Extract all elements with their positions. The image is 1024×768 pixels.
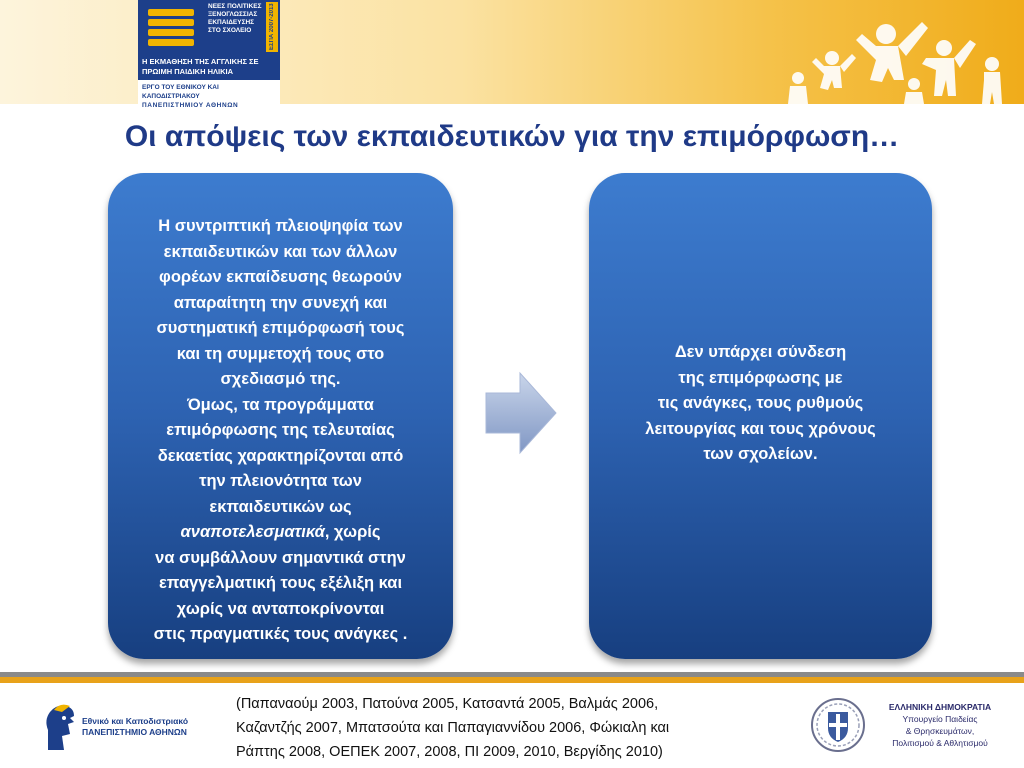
government-logo: [810, 696, 1010, 756]
children-silhouette-icon: [700, 0, 1024, 104]
athena-logo-icon: [40, 700, 78, 752]
left-box-line: εκπαιδευτικών ως: [209, 497, 352, 516]
left-box-line: και τη συμμετοχή τους στο: [176, 344, 385, 363]
gov-line: Υπουργείο Παιδείας: [902, 714, 978, 724]
citation-text: [236, 692, 776, 764]
left-box-line: την πλειονότητα των: [199, 472, 362, 490]
university-line: Εθνικό και Καποδιστριακό: [82, 716, 189, 726]
left-box-line: Όμως, τα προγράμματα: [187, 395, 374, 414]
header-banner: [0, 0, 1024, 109]
logo-mid-line: ΠΡΩΙΜΗ ΠΑΙΔΙΚΗ ΗΛΙΚΙΑ: [142, 67, 233, 76]
espa-badge: [266, 2, 278, 52]
left-box-line: επιμόρφωσης της τελευταίας: [166, 421, 395, 439]
citation-line: (Παπαναούμ 2003, Πατούνα 2005, Κατσαντά 2005, Βαλμάς 2006,: [236, 696, 659, 712]
emphasis-word: αναποτελεσματικά: [180, 523, 325, 541]
project-logo: [138, 0, 280, 109]
left-box-line: απαραίτητη την συνεχή και: [173, 293, 388, 312]
left-text-box: [108, 173, 453, 659]
right-box-line: λειτουργίας και τους χρόνους: [645, 419, 876, 438]
right-box-text: [645, 340, 875, 468]
project-emblem-icon: [138, 0, 204, 54]
logo-side-line: ΝΕΕΣ ΠΟΛΙΤΙΚΕΣ: [208, 3, 262, 10]
logo-side-line: ΞΕΝΟΓΛΩΣΣΙΑΣ: [208, 11, 258, 18]
emphasis-suffix: , χωρίς: [324, 523, 381, 541]
logo-bottom-line: ΕΡΓΟ ΤΟΥ ΕΘΝΙΚΟΥ ΚΑΙ ΚΑΠΟΔΙΣΤΡΙΑΚΟΥ: [142, 84, 219, 100]
right-box-line: της επιμόρφωσης με: [678, 368, 843, 387]
logo-side-line: ΣΤΟ ΣΧΟΛΕΙΟ: [208, 27, 252, 34]
university-name: [82, 716, 188, 738]
logo-university-text: [138, 80, 280, 109]
logo-side-text: [204, 0, 280, 54]
logo-side-line: ΕΚΠΑΙΔΕΥΣΗΣ: [208, 19, 255, 26]
left-box-line: σχεδιασμό της.: [220, 370, 341, 388]
left-box-line-emphasis: [108, 520, 453, 546]
left-box-line: εκπαιδευτικών και των άλλων: [163, 242, 398, 261]
left-box-line: Η συντριπτική πλειοψηφία των: [158, 217, 403, 235]
greek-emblem-icon: [810, 696, 866, 754]
citation-line: Καζαντζής 2007, Μπατσούτα και Παπαγιαννίδου 2006, Φώκιαλη και: [236, 720, 670, 736]
right-box-line: των σχολείων.: [703, 445, 818, 464]
left-box-line: χωρίς να ανταποκρίνονται: [176, 599, 385, 618]
logo-bottom-line: ΠΑΝΕΠΙΣΤΗΜΙΟΥ ΑΘΗΝΩΝ: [142, 102, 239, 109]
university-logo: [40, 700, 220, 752]
slide-title: Οι απόψεις των εκπαιδευτικών για την επιμόρφωση…: [124, 120, 900, 153]
university-line: ΠΑΝΕΠΙΣΤΗΜΙΟ ΑΘΗΝΩΝ: [82, 727, 187, 737]
gov-line: & Θρησκευμάτων,: [905, 726, 975, 736]
right-box-line: τις ανάγκες, τους ρυθμούς: [657, 394, 864, 413]
gov-line: Πολιτισμού & Αθλητισμού: [892, 738, 988, 748]
left-box-line: συστηματική επιμόρφωσή τους: [156, 319, 405, 337]
left-box-line: δεκαετίας χαρακτηρίζονται από: [157, 446, 404, 465]
logo-project-title: [138, 54, 280, 80]
right-text-box: [589, 173, 932, 659]
left-box-line: στις πραγματικές τους ανάγκες .: [153, 625, 408, 643]
right-box-line: Δεν υπάρχει σύνδεση: [674, 343, 847, 362]
footer-divider-orange: [0, 677, 1024, 683]
left-box-line: να συμβάλλουν σημαντικά στην: [155, 548, 406, 567]
gov-line: ΕΛΛΗΝΙΚΗ ΔΗΜΟΚΡΑΤΙΑ: [888, 702, 992, 712]
right-arrow-icon: [484, 371, 558, 455]
left-box-line: επαγγελματική τους εξέλιξη και: [158, 574, 403, 592]
espa-text: ΕΣΠΑ 2007-2013: [269, 3, 275, 51]
citation-line: Ράπτης 2008, ΟΕΠΕΚ 2007, 2008, ΠΙ 2009, 2010, Βεργίδης 2010): [236, 744, 663, 760]
logo-mid-line: Η ΕΚΜΑΘΗΣΗ ΤΗΣ ΑΓΓΛΙΚΗΣ ΣΕ: [142, 57, 259, 66]
government-text: [870, 701, 1010, 749]
left-box-line: φορέων εκπαίδευσης θεωρούν: [159, 268, 402, 286]
